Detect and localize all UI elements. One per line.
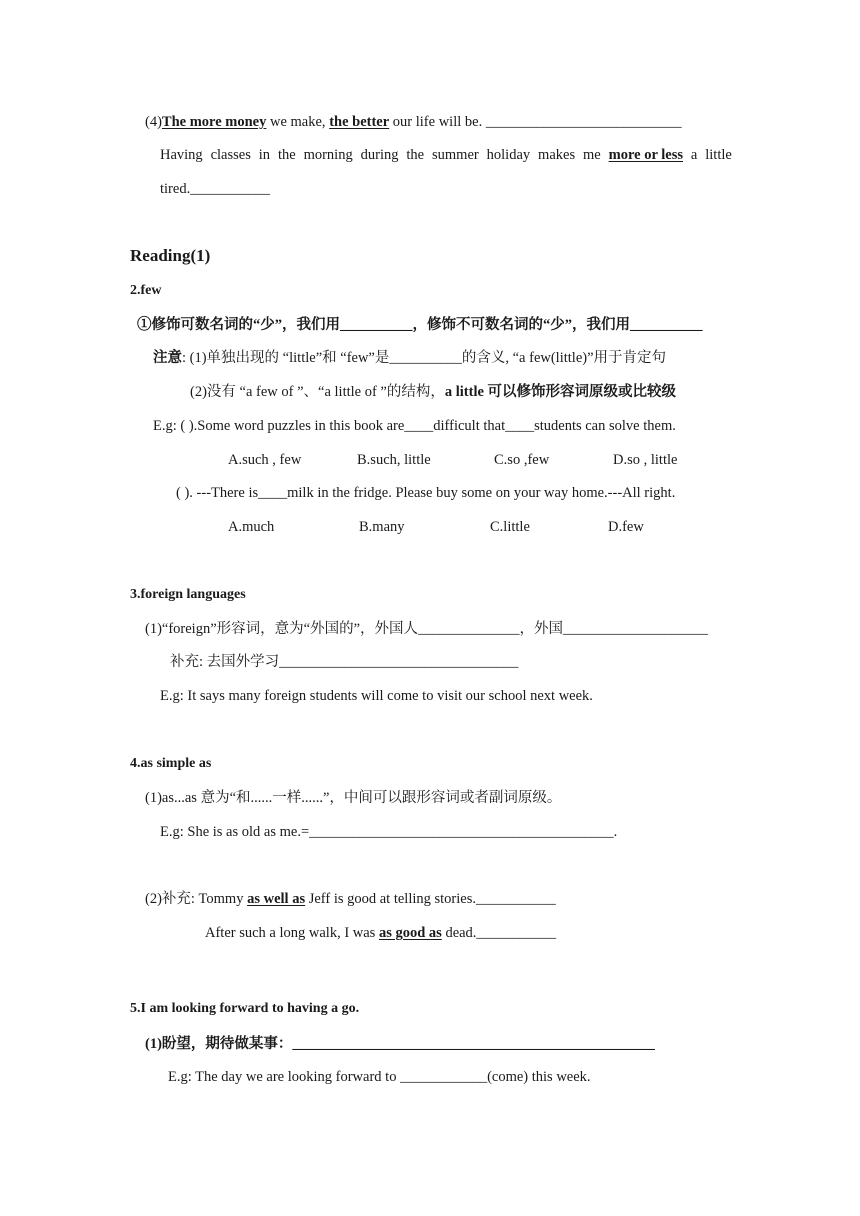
part4-mid: we make, <box>266 114 330 130</box>
answer-blank: __________________________________________________ <box>292 1036 655 1052</box>
item-title-as-simple-as: 4.as simple as <box>130 756 212 771</box>
looking-example: E.g: The day we are looking forward to ____________(come) this week. <box>168 1069 591 1085</box>
option-b: B.many <box>359 519 405 535</box>
emphasis-the-better: the better <box>329 114 390 130</box>
item-title-foreign: 3.foreign languages <box>130 587 246 602</box>
item-title-few: 2.few <box>130 283 162 298</box>
note-bold-text: a little 可以修饰形容词原级或比较级 <box>444 384 677 400</box>
part4-prefix: (4) <box>145 114 162 130</box>
few-note2 <box>190 382 676 402</box>
word: Having <box>160 147 203 163</box>
option-d: D.few <box>608 519 644 535</box>
answer-blank: __________ <box>630 317 703 333</box>
looking-line1 <box>145 1034 655 1054</box>
word: morning <box>303 147 353 163</box>
question-1: E.g: ( ).Some word puzzles in this book are____difficult that____students can solve them. <box>153 418 676 434</box>
word: me <box>583 147 601 163</box>
answer-blank: __________ <box>340 317 413 333</box>
option-a: A.such , few <box>228 452 302 468</box>
word: the <box>406 147 425 163</box>
word: little <box>705 147 732 163</box>
word: classes <box>210 147 251 163</box>
rule-text: ，修饰不可数名词的“少”，我们用 <box>412 317 630 333</box>
question-2: ( ). ---There is____milk in the fridge. Please buy some on your way home.---All right. <box>176 485 676 501</box>
emphasis-as-good-as: as good as <box>378 925 442 941</box>
word: a <box>690 147 698 163</box>
option-d: D.so , little <box>613 452 678 468</box>
simple-line4 <box>205 923 556 943</box>
word: summer <box>432 147 479 163</box>
emphasis-more-or-less: more or less <box>608 147 683 163</box>
part4-tail: our life will be. ___________________________ <box>389 114 682 130</box>
part4-line2 <box>160 145 732 165</box>
word: in <box>258 147 271 163</box>
note-text: : (1)单独出现的 “little”和 “few”是__________的含义, “a few(little)”用于肯定句 <box>182 350 667 366</box>
word: during <box>360 147 399 163</box>
line-text: (2)补充: Tommy <box>145 891 248 907</box>
simple-line3 <box>145 889 556 909</box>
word: makes <box>538 147 576 163</box>
foreign-line2: 补充: 去国外学习_________________________________ <box>170 654 519 670</box>
option-c: C.so ,few <box>494 452 550 468</box>
option-a: A.much <box>228 519 275 535</box>
simple-line1: (1)as...as 意为“和......一样......”，中间可以跟形容词或者副词原级。 <box>145 790 562 806</box>
question-1-options <box>0 450 860 470</box>
option-c: C.little <box>490 519 530 535</box>
foreign-line1: (1)“foreign”形容词，意为“外国的”，外国人______________，外国____________________ <box>145 621 709 637</box>
line-text: Jeff is good at telling stories.___________ <box>305 891 556 907</box>
option-b: B.such, little <box>357 452 431 468</box>
item-title-looking-forward: 5.I am looking forward to having a go. <box>130 1001 360 1016</box>
emphasis-the-more-money: The more money <box>161 114 267 130</box>
note-label: 注意 <box>153 350 182 366</box>
rule-text: ①修饰可数名词的“少”，我们用 <box>137 317 340 333</box>
simple-example: E.g: She is as old as me.=__________________________________________. <box>160 824 618 840</box>
word: holiday <box>486 147 531 163</box>
section-heading: Reading(1) <box>130 246 211 265</box>
few-rule <box>137 315 703 335</box>
emphasis-as-well-as: as well as <box>247 891 306 907</box>
part4-line1 <box>145 112 682 132</box>
line-text: (1)盼望，期待做某事： <box>145 1036 293 1052</box>
question-2-options <box>0 517 860 537</box>
few-note1 <box>153 348 666 368</box>
word: the <box>277 147 296 163</box>
line-text: dead.___________ <box>441 925 557 941</box>
line-text: After such a long walk, I was <box>205 925 379 941</box>
foreign-example: E.g: It says many foreign students will come to visit our school next week. <box>160 688 593 704</box>
part4-line3: tired.___________ <box>160 181 270 197</box>
note-text: (2)没有 “a few of ”、“a little of ”的结构， <box>190 384 445 400</box>
